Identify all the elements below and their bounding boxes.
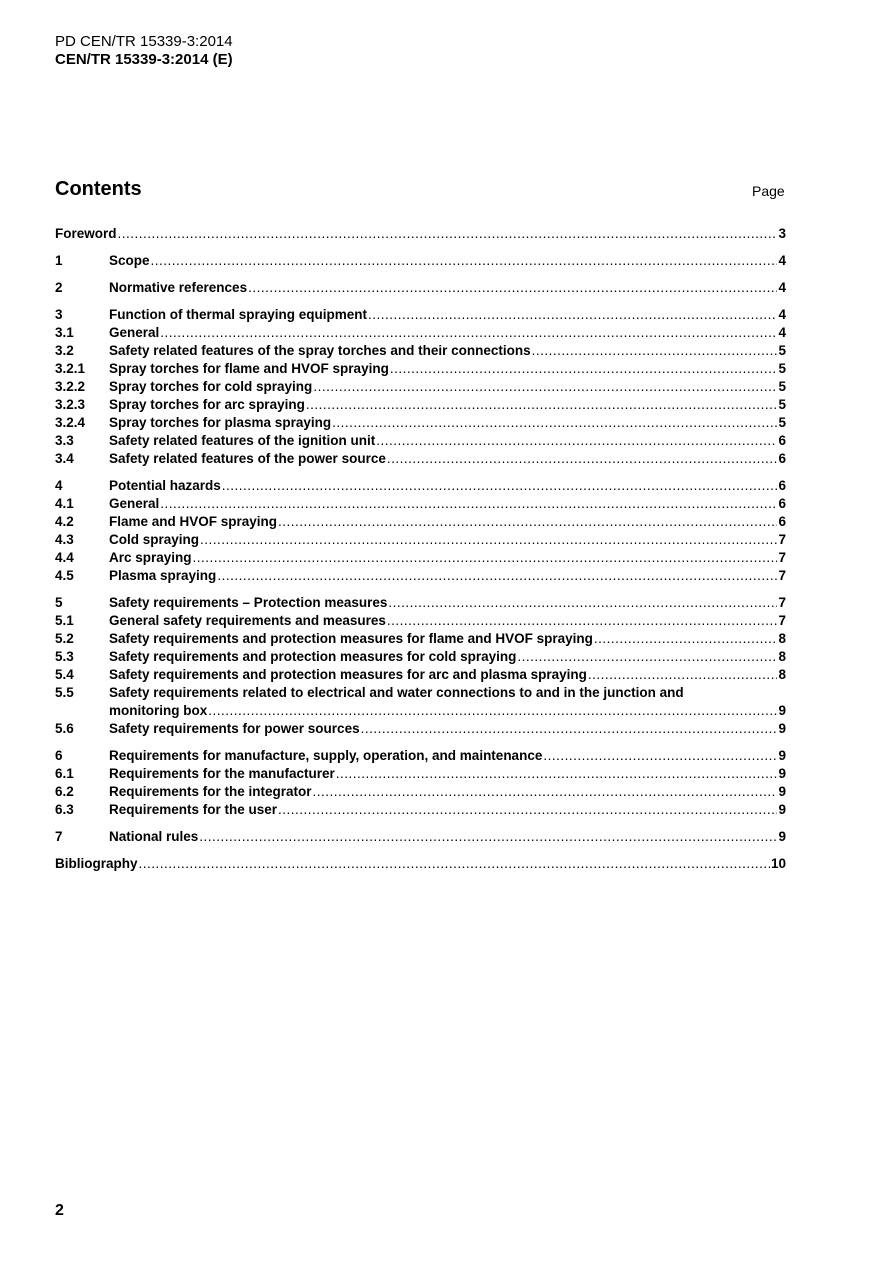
toc-entry-number: 3.4 bbox=[55, 451, 74, 466]
toc-entry-number: 3.2.2 bbox=[55, 379, 86, 394]
toc-entry-title: Safety requirements for power sources bbox=[109, 721, 360, 736]
toc-entry-number: 6.2 bbox=[55, 784, 74, 799]
toc-entry[interactable] bbox=[55, 361, 786, 379]
toc-entry-title: Safety requirements and protection measures for arc and plasma spraying bbox=[109, 667, 587, 682]
toc-entry-page: 8 bbox=[778, 649, 786, 664]
page-number: 2 bbox=[55, 1202, 64, 1219]
toc-entry[interactable] bbox=[55, 649, 786, 667]
toc-entry-number: 5 bbox=[55, 595, 63, 610]
toc-entry[interactable] bbox=[55, 433, 786, 451]
toc-entry-page: 4 bbox=[778, 253, 786, 268]
toc-entry[interactable] bbox=[55, 613, 786, 631]
toc-leader-dots bbox=[387, 451, 778, 466]
toc-entry-title: Normative references bbox=[109, 280, 248, 295]
toc-entry-title: Flame and HVOF spraying bbox=[109, 514, 278, 529]
toc-leader-dots bbox=[336, 766, 778, 781]
toc-entry-page: 3 bbox=[778, 226, 786, 241]
toc-entry-number: 4.1 bbox=[55, 496, 74, 511]
toc-entry-title: Safety related features of the power source bbox=[109, 451, 386, 466]
toc-entry-title: Safety related features of the spray torches and their connections bbox=[109, 343, 531, 358]
toc-entry[interactable] bbox=[55, 595, 786, 613]
toc-entry-page: 9 bbox=[778, 802, 786, 817]
toc-entry-number: 7 bbox=[55, 829, 63, 844]
toc-entry[interactable] bbox=[55, 253, 786, 271]
toc-entry-page: 6 bbox=[778, 514, 786, 529]
toc-entry-title: Requirements for the user bbox=[109, 802, 278, 817]
toc-entry-number: 1 bbox=[55, 253, 63, 268]
contents-heading: Contents bbox=[55, 178, 142, 200]
toc-entry[interactable] bbox=[55, 685, 786, 703]
toc-entry-page: 7 bbox=[778, 532, 786, 547]
toc-entry-continuation bbox=[55, 703, 786, 721]
standard-id: CEN/TR 15339-3:2014 (E) bbox=[55, 51, 233, 68]
toc-entry-number: 5.1 bbox=[55, 613, 74, 628]
toc-entry-title: Potential hazards bbox=[109, 478, 221, 493]
toc-entry[interactable] bbox=[55, 397, 786, 415]
toc-entry-title: Plasma spraying bbox=[109, 568, 217, 583]
toc-leader-dots bbox=[118, 226, 778, 241]
toc-entry-number: 5.3 bbox=[55, 649, 74, 664]
toc-leader-dots bbox=[313, 379, 777, 394]
toc-leader-dots bbox=[390, 361, 778, 376]
toc-leader-dots bbox=[376, 433, 777, 448]
toc-leader-dots bbox=[332, 415, 777, 430]
toc-entry-number: 3.3 bbox=[55, 433, 74, 448]
toc-entry-number: 4.2 bbox=[55, 514, 74, 529]
toc-entry-title: General bbox=[109, 496, 160, 511]
toc-leader-dots bbox=[517, 649, 777, 664]
toc-entry[interactable] bbox=[55, 856, 786, 874]
toc-leader-dots bbox=[388, 595, 777, 610]
toc-entry-page: 9 bbox=[778, 829, 786, 844]
toc-entry-title: Requirements for manufacture, supply, operation, and maintenance bbox=[109, 748, 543, 763]
toc-leader-dots bbox=[200, 532, 777, 547]
toc-entry[interactable] bbox=[55, 379, 786, 397]
page-column-label: Page bbox=[752, 183, 785, 199]
toc-entry-title: Safety requirements and protection measures for flame and HVOF spraying bbox=[109, 631, 593, 646]
toc-entry-number: 5.5 bbox=[55, 685, 74, 700]
toc-entry-number: 4.4 bbox=[55, 550, 74, 565]
toc-entry[interactable] bbox=[55, 748, 786, 766]
toc-leader-dots bbox=[361, 721, 778, 736]
toc-entry-title: Spray torches for cold spraying bbox=[109, 379, 313, 394]
toc-entry-title: Bibliography bbox=[55, 856, 138, 871]
toc-entry[interactable] bbox=[55, 514, 786, 532]
toc-entry-number: 5.4 bbox=[55, 667, 74, 682]
toc-entry-page: 9 bbox=[778, 721, 786, 736]
toc-entry-page: 5 bbox=[778, 361, 786, 376]
toc-entry-number: 3.2.3 bbox=[55, 397, 86, 412]
toc-entry-page: 5 bbox=[778, 343, 786, 358]
toc-leader-dots bbox=[278, 802, 777, 817]
toc-entry-page: 5 bbox=[778, 379, 786, 394]
toc-leader-dots bbox=[208, 703, 777, 718]
toc-entry[interactable] bbox=[55, 550, 786, 568]
toc-entry-title-cont: monitoring box bbox=[109, 703, 208, 718]
toc-entry[interactable] bbox=[55, 802, 786, 820]
toc-entry[interactable] bbox=[55, 667, 786, 685]
toc-leader-dots bbox=[313, 784, 778, 799]
toc-entry-title: Safety related features of the ignition unit bbox=[109, 433, 376, 448]
table-of-contents bbox=[55, 226, 786, 874]
toc-entry-page: 7 bbox=[778, 595, 786, 610]
toc-entry-title: Arc spraying bbox=[109, 550, 192, 565]
toc-entry-title: Requirements for the integrator bbox=[109, 784, 312, 799]
toc-leader-dots bbox=[588, 667, 778, 682]
toc-entry-number: 4.5 bbox=[55, 568, 74, 583]
document-id: PD CEN/TR 15339-3:2014 bbox=[55, 33, 233, 50]
toc-entry[interactable] bbox=[55, 496, 786, 514]
toc-leader-dots bbox=[594, 631, 778, 646]
toc-leader-dots bbox=[160, 496, 777, 511]
toc-entry-page: 6 bbox=[778, 433, 786, 448]
toc-entry[interactable] bbox=[55, 568, 786, 586]
toc-entry-page: 8 bbox=[778, 631, 786, 646]
toc-entry-page: 7 bbox=[778, 613, 786, 628]
toc-entry-number: 3.2 bbox=[55, 343, 74, 358]
toc-entry-title: Function of thermal spraying equipment bbox=[109, 307, 368, 322]
toc-entry[interactable] bbox=[55, 631, 786, 649]
toc-entry-number: 3 bbox=[55, 307, 63, 322]
toc-entry-number: 4.3 bbox=[55, 532, 74, 547]
toc-entry[interactable] bbox=[55, 451, 786, 469]
toc-entry-number: 3.2.1 bbox=[55, 361, 86, 376]
toc-entry-number: 2 bbox=[55, 280, 63, 295]
toc-entry[interactable] bbox=[55, 343, 786, 361]
toc-leader-dots bbox=[306, 397, 778, 412]
toc-leader-dots bbox=[222, 478, 778, 493]
toc-entry[interactable] bbox=[55, 829, 786, 847]
toc-leader-dots bbox=[151, 253, 778, 268]
toc-entry-number: 5.2 bbox=[55, 631, 74, 646]
toc-entry-title: Spray torches for flame and HVOF spraying bbox=[109, 361, 389, 376]
toc-entry-number: 6.3 bbox=[55, 802, 74, 817]
toc-entry-title: General bbox=[109, 325, 160, 340]
toc-entry[interactable] bbox=[55, 766, 786, 784]
toc-entry-page: 4 bbox=[778, 280, 786, 295]
toc-entry-page: 6 bbox=[778, 451, 786, 466]
toc-entry-page: 6 bbox=[778, 496, 786, 511]
toc-entry-title: Safety requirements – Protection measures bbox=[109, 595, 388, 610]
toc-entry-page: 7 bbox=[778, 568, 786, 583]
toc-entry[interactable] bbox=[55, 415, 786, 433]
toc-entry-page: 6 bbox=[778, 478, 786, 493]
toc-leader-dots bbox=[532, 343, 778, 358]
toc-entry-page: 8 bbox=[778, 667, 786, 682]
toc-entry[interactable] bbox=[55, 478, 786, 496]
toc-entry-title: Cold spraying bbox=[109, 532, 200, 547]
toc-entry-page: 4 bbox=[778, 325, 786, 340]
toc-entry[interactable] bbox=[55, 280, 786, 298]
toc-entry-number: 3.1 bbox=[55, 325, 74, 340]
toc-entry-number: 6.1 bbox=[55, 766, 74, 781]
toc-entry-title: Foreword bbox=[55, 226, 117, 241]
toc-leader-dots bbox=[199, 829, 777, 844]
toc-entry-title: Spray torches for arc spraying bbox=[109, 397, 305, 412]
toc-entry-number: 6 bbox=[55, 748, 63, 763]
toc-entry[interactable] bbox=[55, 226, 786, 244]
toc-entry[interactable] bbox=[55, 325, 786, 343]
toc-leader-dots bbox=[278, 514, 777, 529]
toc-leader-dots bbox=[139, 856, 770, 871]
toc-entry-number: 4 bbox=[55, 478, 63, 493]
toc-leader-dots bbox=[193, 550, 778, 565]
toc-entry-title: Safety requirements related to electrical and water connections to and in the junction and bbox=[109, 685, 684, 700]
toc-entry-page: 5 bbox=[778, 397, 786, 412]
toc-entry[interactable] bbox=[55, 784, 786, 802]
toc-leader-dots bbox=[248, 280, 777, 295]
toc-entry-title: Scope bbox=[109, 253, 150, 268]
toc-entry-number: 3.2.4 bbox=[55, 415, 86, 430]
toc-entry-title: Spray torches for plasma spraying bbox=[109, 415, 332, 430]
toc-entry-page: 10 bbox=[770, 856, 786, 871]
toc-entry-title: General safety requirements and measures bbox=[109, 613, 386, 628]
toc-entry-page: 7 bbox=[778, 550, 786, 565]
toc-leader-dots bbox=[160, 325, 777, 340]
toc-entry-page: 9 bbox=[778, 766, 786, 781]
toc-entry-number: 5.6 bbox=[55, 721, 74, 736]
toc-leader-dots bbox=[543, 748, 777, 763]
toc-leader-dots bbox=[217, 568, 777, 583]
toc-leader-dots bbox=[387, 613, 778, 628]
toc-leader-dots bbox=[368, 307, 777, 322]
toc-entry-title: Requirements for the manufacturer bbox=[109, 766, 335, 781]
toc-entry[interactable] bbox=[55, 307, 786, 325]
toc-entry-title: Safety requirements and protection measures for cold spraying bbox=[109, 649, 517, 664]
toc-entry-page: 9 bbox=[778, 748, 786, 763]
toc-entry-page: 9 bbox=[778, 703, 786, 718]
toc-entry-title: National rules bbox=[109, 829, 199, 844]
toc-entry[interactable] bbox=[55, 721, 786, 739]
toc-entry[interactable] bbox=[55, 532, 786, 550]
toc-entry-page: 9 bbox=[778, 784, 786, 799]
toc-entry-page: 5 bbox=[778, 415, 786, 430]
toc-entry-page: 4 bbox=[778, 307, 786, 322]
